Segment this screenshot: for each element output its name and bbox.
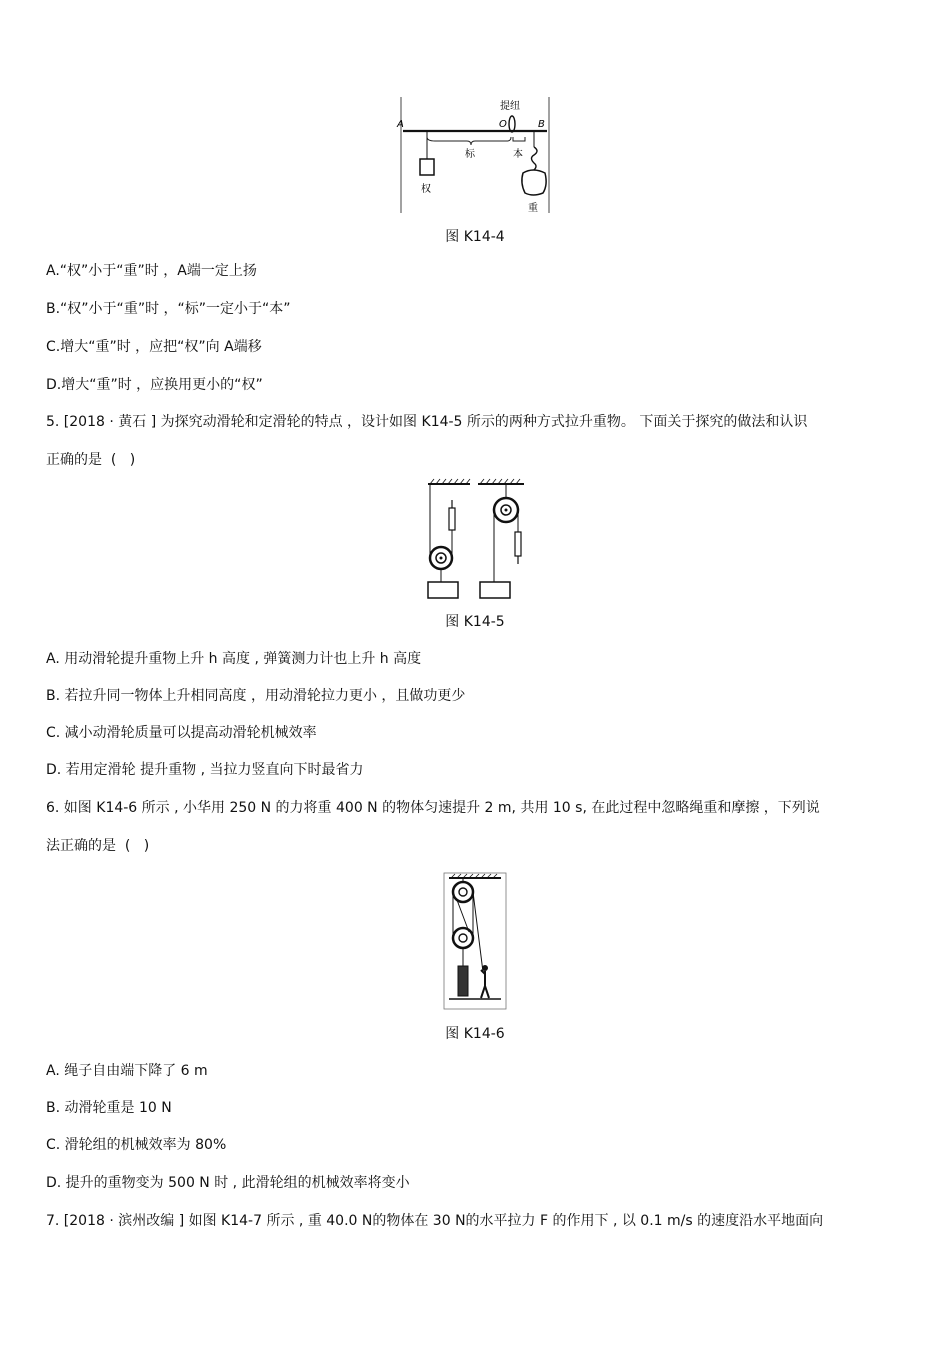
figure-k14-5-caption: 图 K14-5 xyxy=(445,614,505,630)
figure-k14-4 xyxy=(395,95,555,217)
q5-option-c: C. 减小动滑轮质量可以提高动滑轮机械效率 xyxy=(46,725,317,741)
q6-stem-line1: 6. 如图 K14-6 所示 , 小华用 250 N 的力将重 400 N 的物体匀速提升 2 m, 共用 10 s, 在此过程中忽略绳重和摩擦 ，下列说 xyxy=(46,800,820,816)
load-left xyxy=(428,582,458,598)
figure-k14-6 xyxy=(443,872,507,1010)
label-tiniu: 提纽 xyxy=(500,101,520,112)
q7-stem-line1: 7. [2018 · 滨州改编 ] 如图 K14-7 所示 , 重 40.0 N的物体在 30 N的水平拉力 F 的作用下 , 以 0.1 m/s 的速度沿水平地面向 xyxy=(46,1213,824,1229)
q5-stem-line2: 正确的是 ( ) xyxy=(46,452,136,468)
label-b: B xyxy=(538,119,545,130)
spring-scale-right xyxy=(515,532,521,556)
label-zhong: 重 xyxy=(528,203,538,214)
lifting-knob xyxy=(509,116,515,132)
q4-option-a: A.“权”小于“重”时 ，A端一定上扬 xyxy=(46,263,257,279)
q6-stem-line2: 法正确的是 ( ) xyxy=(46,838,150,854)
quan-weight xyxy=(420,159,434,175)
label-ben: 本 xyxy=(513,149,523,160)
q4-option-c: C.增大“重”时 ，应把“权”向 A端移 xyxy=(46,339,262,355)
q6-option-b: B. 动滑轮重是 10 N xyxy=(46,1100,172,1116)
load-right xyxy=(480,582,510,598)
figure-k14-4-caption: 图 K14-4 xyxy=(445,229,505,245)
q5-stem-line1: 5. [2018 · 黄石 ] 为探究动滑轮和定滑轮的特点 ，设计如图 K14-5 所示的两种方式拉升重物。 下面关于探究的做法和认识 xyxy=(46,414,808,430)
person-head xyxy=(482,965,488,971)
q5-option-b: B. 若拉升同一物体上升相同高度 ，用动滑轮拉力更小 ，且做功更少 xyxy=(46,688,466,704)
figure-k14-5 xyxy=(420,478,530,602)
q6-option-d: D. 提升的重物变为 500 N 时 , 此滑轮组的机械效率将变小 xyxy=(46,1175,410,1191)
label-quan: 权 xyxy=(421,184,431,195)
spring-scale-left xyxy=(449,508,455,530)
q5-option-d: D. 若用定滑轮 提升重物 , 当拉力竖直向下时最省力 xyxy=(46,762,364,778)
load-block xyxy=(458,966,468,996)
q4-option-d: D.增大“重”时 ，应换用更小的“权” xyxy=(46,377,263,393)
figure-k14-6-caption: 图 K14-6 xyxy=(445,1026,505,1042)
q6-option-c: C. 滑轮组的机械效率为 80% xyxy=(46,1137,227,1153)
q4-option-b: B.“权”小于“重”时 ，“标”一定小于“本” xyxy=(46,301,291,317)
zhong-load xyxy=(522,170,546,195)
q6-option-a: A. 绳子自由端下降了 6 m xyxy=(46,1063,208,1079)
label-a: A xyxy=(397,119,404,130)
q5-option-a: A. 用动滑轮提升重物上升 h 高度 , 弹簧测力计也上升 h 高度 xyxy=(46,651,422,667)
label-o: O xyxy=(499,119,507,130)
label-biao: 标 xyxy=(465,149,475,160)
